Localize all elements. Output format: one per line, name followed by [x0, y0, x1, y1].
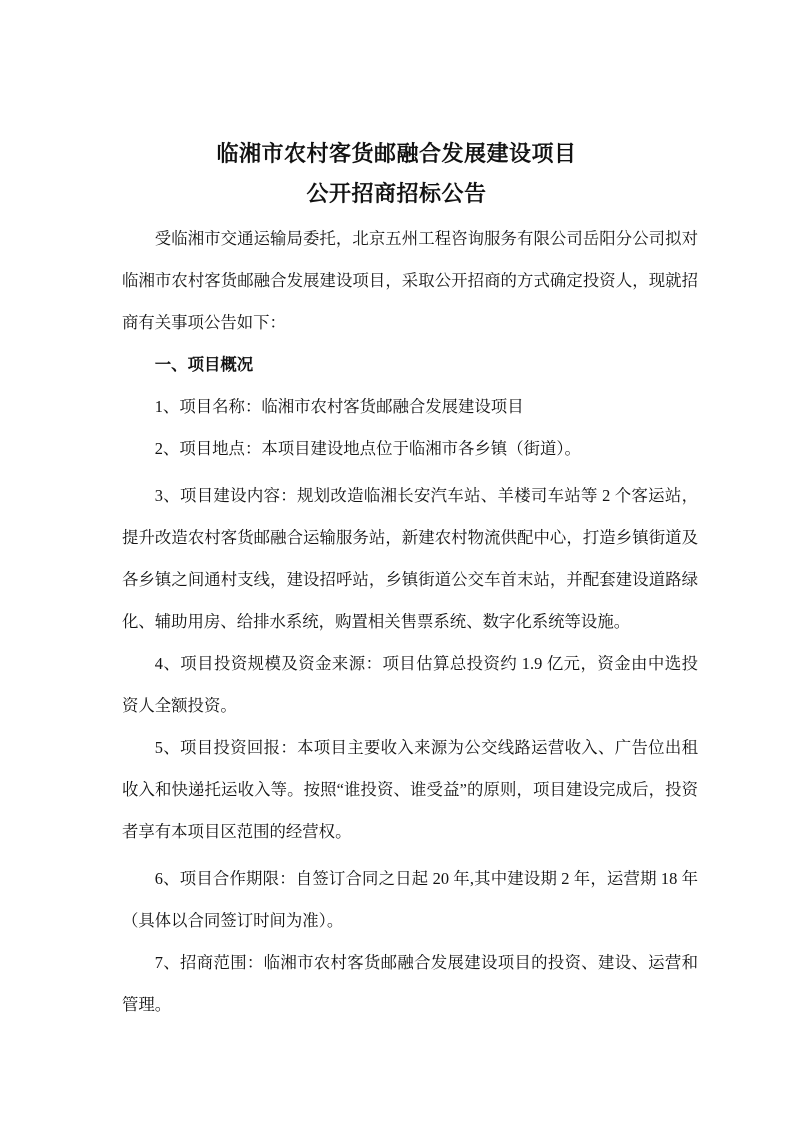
- document-title-line-2: 公开招商招标公告: [306, 181, 487, 206]
- item-investment-return: 5、项目投资回报：本项目主要收入来源为公交线路运营收入、广告位出租收入和快递托运收入等。按照“谁投资、谁受益”的原则，项目建设完成后，投资者享有本项目区范围的经营权。: [122, 738, 698, 841]
- document-body: [122, 218, 698, 1026]
- item-investment-scale-funding: 4、项目投资规模及资金来源：项目估算总投资约 1.9 亿元，资金由中选投资人全额投资。: [122, 654, 698, 715]
- item-construction-content: 3、项目建设内容：规划改造临湘长安汽车站、羊楼司车站等 2 个客运站，提升改造农村客货邮融合运输服务站，新建农村物流供配中心，打造乡镇街道及各乡镇之间通村支线，建设招呼站，乡镇街道公交车首末站，并配套建设道路绿化、辅助用房、给排水系统，购置相关售票系统、数字化系统等设施。: [122, 486, 698, 631]
- section-heading-project-overview: 一、项目概况: [154, 355, 254, 374]
- document-title-line-1: 临湘市农村客货邮融合发展建设项目: [216, 141, 577, 166]
- item-project-location: 2、项目地点：本项目建设地点位于临湘市各乡镇（街道）。: [154, 439, 581, 458]
- item-cooperation-period: 6、项目合作期限：自签订合同之日起 20 年,其中建设期 2 年，运营期 18 年（具体以合同签订时间为准）。: [122, 869, 698, 930]
- intro-paragraph: 受临湘市交通运输局委托，北京五州工程咨询服务有限公司岳阳分公司拟对临湘市农村客货邮融合发展建设项目，采取公开招商的方式确定投资人，现就招商有关事项公告如下：: [122, 229, 698, 332]
- document-title-block: [0, 134, 793, 214]
- item-investment-scope: 7、招商范围：临湘市农村客货邮融合发展建设项目的投资、建设、运营和管理。: [122, 953, 698, 1014]
- item-project-name: 1、项目名称：临湘市农村客货邮融合发展建设项目: [154, 397, 524, 416]
